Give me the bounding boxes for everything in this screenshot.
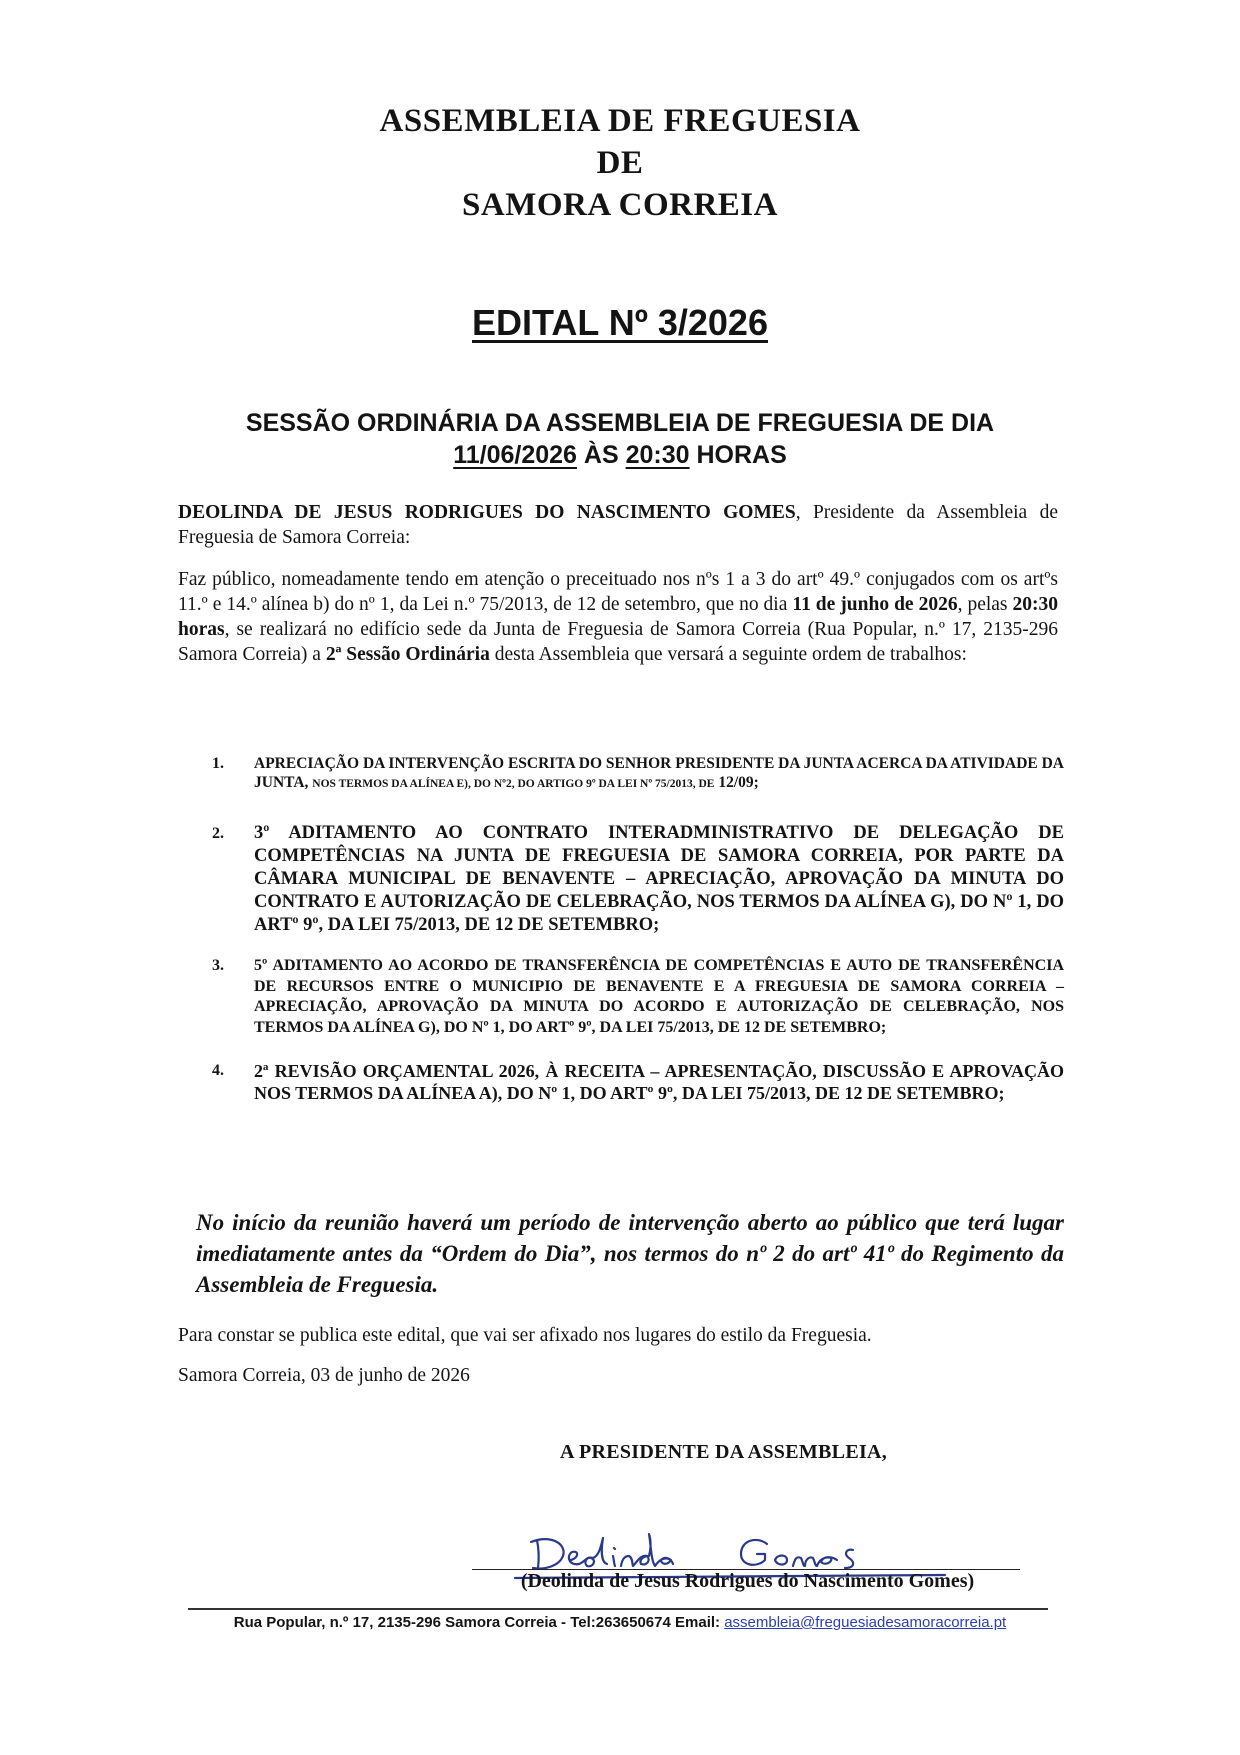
edital-title (0, 302, 1240, 344)
session-title-line-1: SESSÃO ORDINÁRIA DA ASSEMBLEIA DE FREGUESIA DE DIA (245, 409, 995, 437)
body-part-1: Faz público, nomeadamente tendo em atenção o preceituado nos nºs 1 a 3 do artº 49.º conjugados com os artºs 11.º e 14.º alínea b) do nº 1, da Lei n.º 75/2013, de 12 de setembro, que no dia (178, 569, 1058, 615)
body-part-4: desta Assembleia que versará a seguinte ordem de trabalhos: (489, 644, 967, 665)
header-line-3: SAMORA CORREIA (462, 187, 778, 223)
agenda-item-number: 3. (212, 957, 224, 974)
header-line-1: ASSEMBLEIA DE FREGUESIA (379, 103, 861, 139)
agenda-item-text: 2ª REVISÃO ORÇAMENTAL 2026, À RECEITA – APRESENTAÇÃO, DISCUSSÃO E APROVAÇÃO NOS TERMOS DA ALÍNEA A), DO Nº 1, DO ARTº 9º, DA LEI 75/2013, DE 12 DE SETEMBRO; (254, 1061, 1064, 1103)
agenda-item (212, 1060, 1064, 1104)
public-intervention-notice: No início da reunião haverá um período de intervenção aberto ao público que terá lugar imediatamente antes da “Ordem do Dia”, nos termos do nº 2 do artº 41º do Regimento da Assembleia de Freguesia. (196, 1210, 1064, 1297)
session-time: 20:30 (625, 441, 690, 469)
place-and-date: Samora Correia, 03 de junho de 2026 (178, 1365, 470, 1386)
agenda-item (212, 822, 1064, 937)
president-name: DEOLINDA DE JESUS RODRIGUES DO NASCIMENTO GOMES (178, 502, 796, 523)
body-time: 20:30 horas (178, 594, 1059, 640)
agenda-item (212, 754, 1064, 794)
session-title (150, 407, 1090, 471)
header-line-2: DE (596, 145, 644, 181)
footer-address: Rua Popular, n.º 17, 2135-296 Samora Correia - Tel:263650674 Email: (233, 1614, 725, 1631)
agenda-item-text: APRECIAÇÃO DA INTERVENÇÃO ESCRITA DO SENHOR PRESIDENTE DA JUNTA ACERCA DA ATIVIDADE DA JUNTA, (254, 755, 1064, 791)
signatory-full-name: (Deolinda de Jesus Rodrigues do Nascimento Gomes) (520, 1570, 975, 1592)
body-session: 2ª Sessão Ordinária (325, 644, 490, 665)
footer (0, 1614, 1240, 1631)
publication-statement: Para constar se publica este edital, que vai ser afixado nos lugares do estilo da Freguesia. (178, 1325, 872, 1346)
footer-divider (188, 1608, 1048, 1610)
body-part-2: , pelas (957, 594, 1013, 615)
intro-rest: , Presidente da Assembleia de Freguesia de Samora Correia: (178, 502, 1058, 548)
signatory-title: A PRESIDENTE DA ASSEMBLEIA, (560, 1441, 888, 1463)
agenda-item-number: 4. (212, 1062, 224, 1079)
session-date: 11/06/2026 (453, 441, 577, 469)
agenda-item-text: 3º ADITAMENTO AO CONTRATO INTERADMINISTRATIVO DE DELEGAÇÃO DE COMPETÊNCIAS NA JUNTA DE FREGUESIA DE SAMORA CORREIA, POR PARTE DA CÂMARA MUNICIPAL DE BENAVENTE – APRECIAÇÃO, APROVAÇÃO DA MINUTA DO CONTRATO E AUTORIZAÇÃO DE CELEBRAÇÃO, NOS TERMOS DA ALÍNEA G), DO Nº 1, DO ARTº 9º, DA LEI 75/2013, DE 12 DE SETEMBRO; (254, 823, 1064, 935)
document-header (0, 100, 1240, 226)
body-paragraph (178, 567, 1058, 667)
agenda-item-number: 1. (212, 755, 224, 772)
body-date: 11 de junho de 2026 (792, 594, 958, 615)
session-as: ÀS (576, 441, 626, 469)
edital-title-text: EDITAL Nº 3/2026 (472, 302, 768, 343)
agenda-item-text-end: 12/09; (714, 774, 759, 791)
footer-email-link[interactable]: assembleia@freguesiadesamoracorreia.pt (724, 1614, 1007, 1631)
session-title-line-2 (150, 439, 1090, 471)
agenda-item (212, 956, 1064, 1038)
body-part-3: , se realizará no edifício sede da Junta de Freguesia de Samora Correia (Rua Popular, n.º 17, 2135-296 Samora Correia) a (178, 619, 1058, 665)
intro-paragraph (178, 500, 1058, 550)
agenda-item-text-small: NOS TERMOS DA ALÍNEA E), DO Nº2, DO ARTIGO 9º DA LEI Nº 75/2013, DE (312, 778, 715, 790)
agenda-list (212, 754, 1064, 1104)
agenda-item-number: 2. (212, 825, 224, 842)
agenda-item-text: 5º ADITAMENTO AO ACORDO DE TRANSFERÊNCIA DE COMPETÊNCIAS E AUTO DE TRANSFERÊNCIA DE RECURSOS ENTRE O MUNICIPIO DE BENAVENTE E A FREGUESIA DE SAMORA CORREIA – APRECIAÇÃO, APROVAÇÃO DA MINUTA DO ACORDO E AUTORIZAÇÃO DE CELEBRAÇÃO, NOS TERMOS DA ALÍNEA G), DO Nº 1, DO ARTº 9º, DA LEI 75/2013, DE 12 DE SETEMBRO; (254, 957, 1064, 1036)
session-horas: HORAS (689, 441, 787, 469)
